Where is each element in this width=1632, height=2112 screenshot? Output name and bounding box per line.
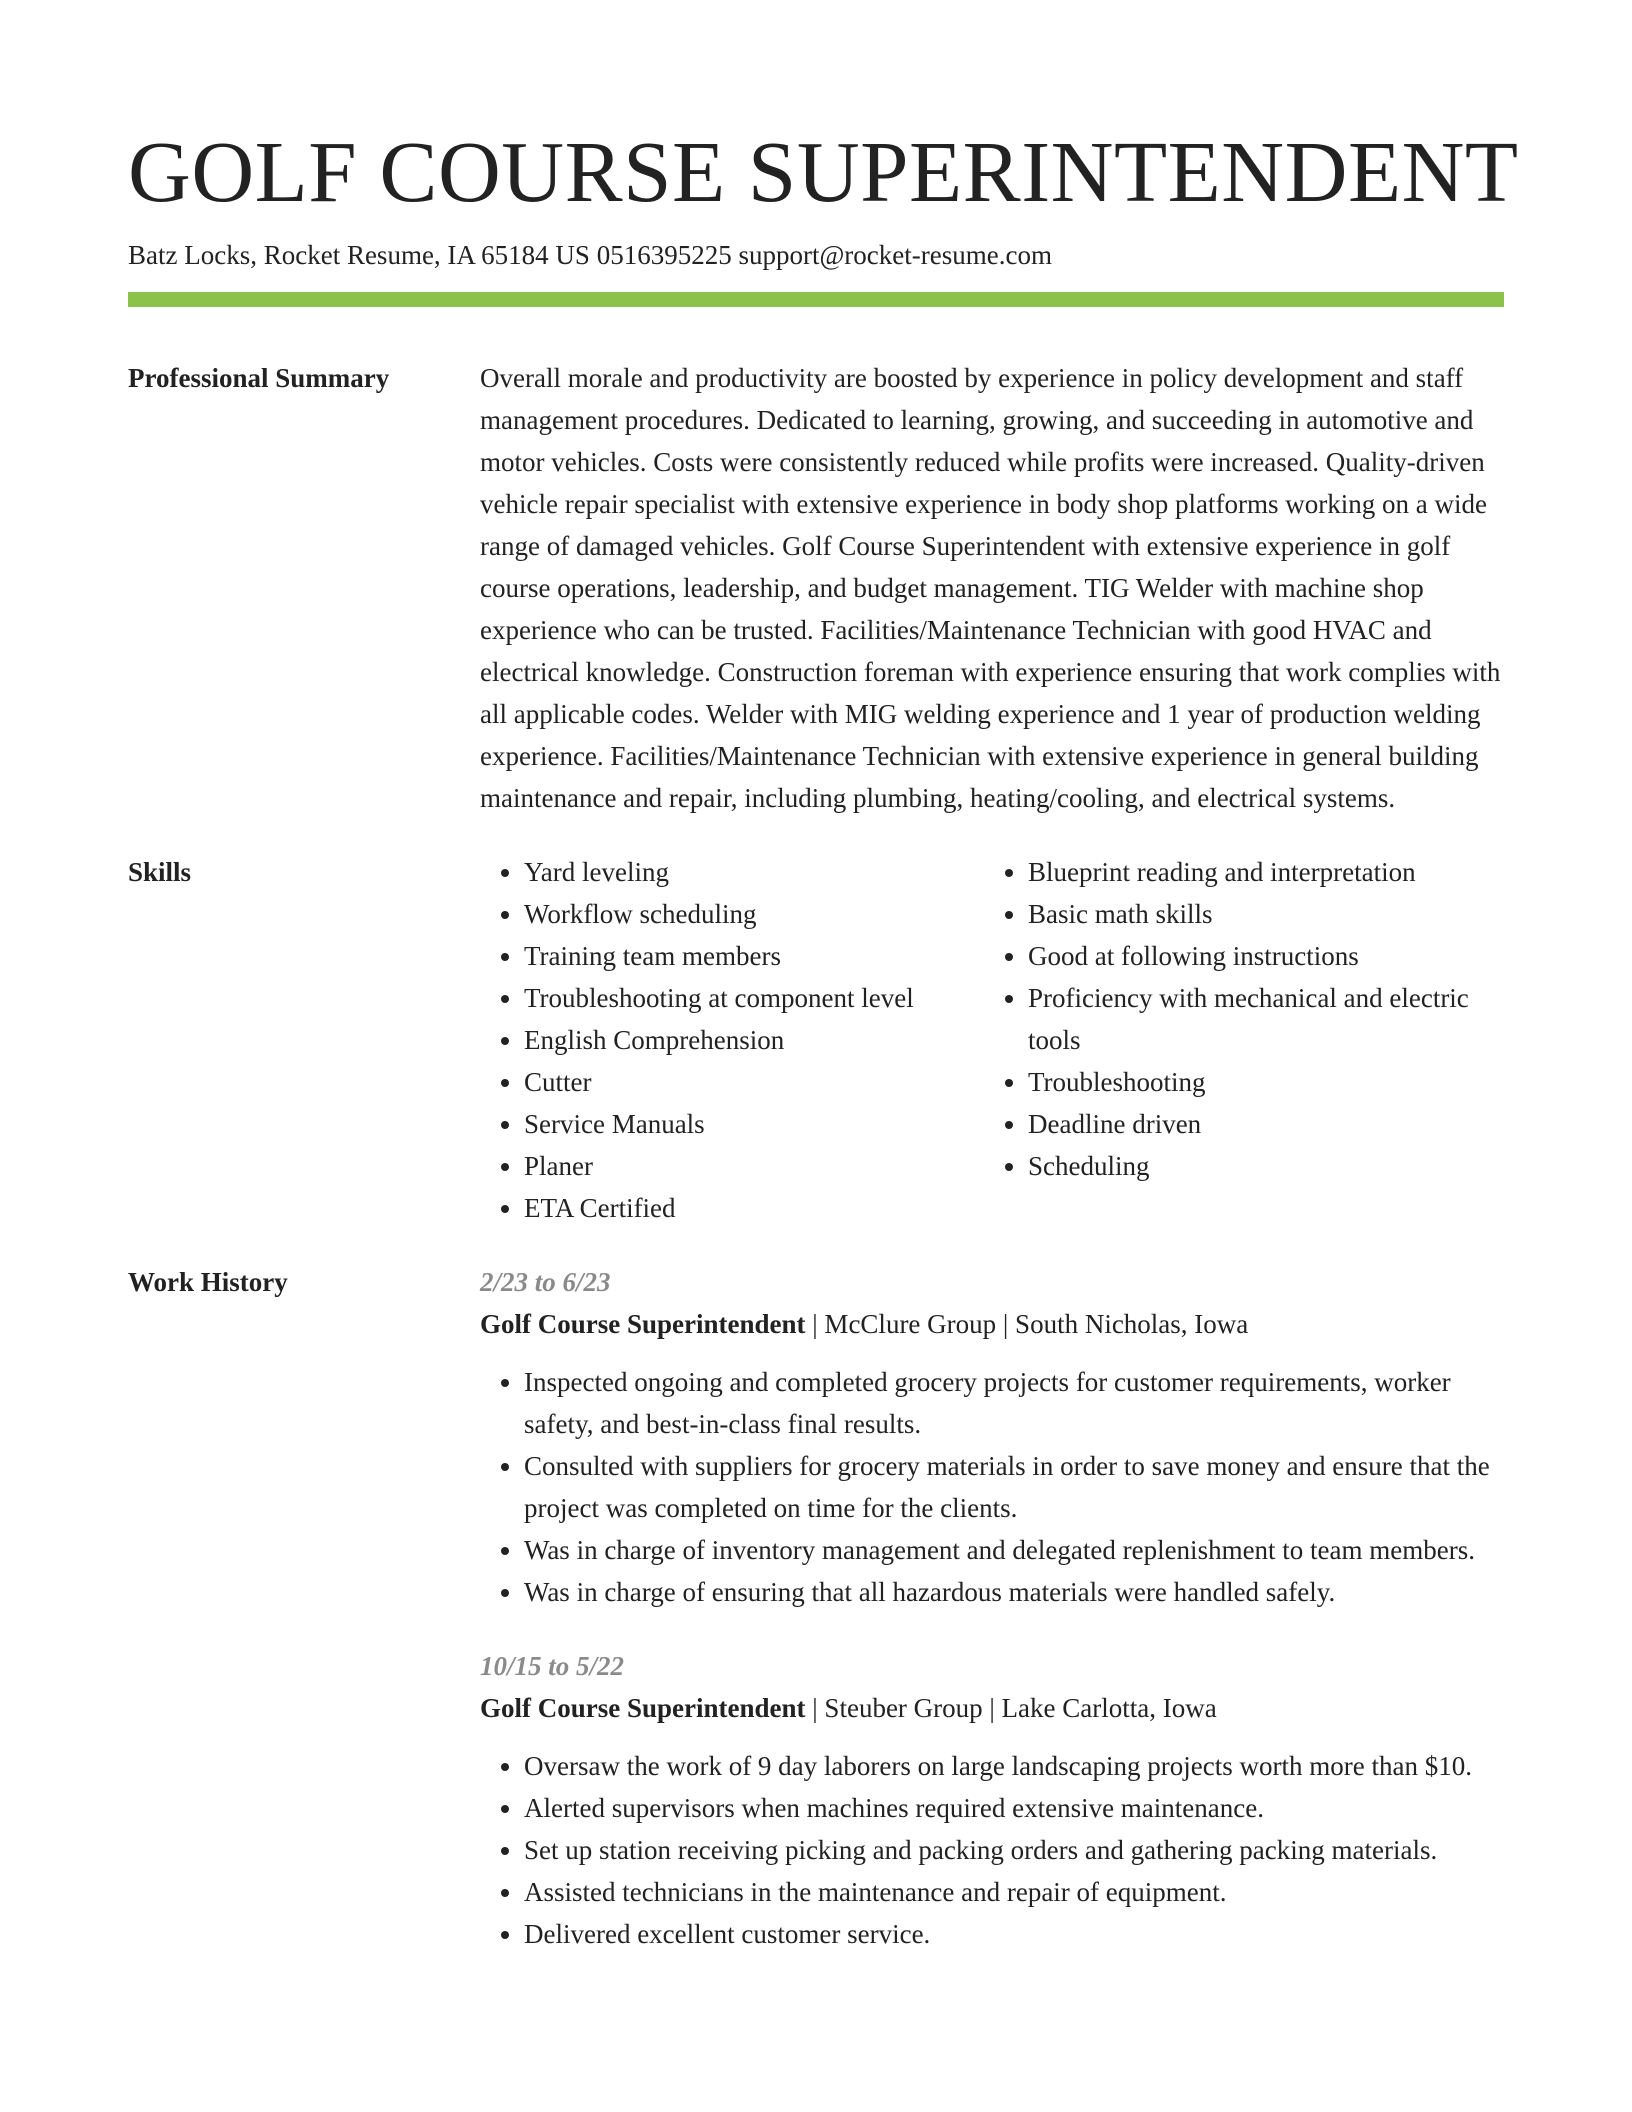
skill-item: • Training team members [524,935,984,977]
skill-item: • Deadline driven [1028,1103,1488,1145]
skill-item: • Service Manuals [524,1103,984,1145]
skill-item: • Planer [524,1145,984,1187]
page-title: GOLF COURSE SUPERINTENDENT [128,123,1519,220]
work-history-heading: Work History [128,1267,288,1297]
skill-item: • Workflow scheduling [524,893,984,935]
skills-columns [480,851,1504,1229]
job-bullet: • Consulted with suppliers for grocery materials in order to save money and ensure that the project was completed on time for the clients. [524,1445,1504,1529]
job-bullet: • Assisted technicians in the maintenance and repair of equipment. [524,1871,1504,1913]
job-bullet: • Inspected ongoing and completed grocery projects for customer requirements, worker safety, and best-in-class final results. [524,1361,1504,1445]
job-bullet: • Alerted supervisors when machines required extensive maintenance. [524,1787,1504,1829]
skill-item: • Troubleshooting [1028,1061,1488,1103]
job-heading [480,1687,1504,1729]
skill-item: • Yard leveling [524,851,984,893]
job-employer-location: | Steuber Group | Lake Carlotta, Iowa [805,1693,1217,1723]
skills-section [128,851,1504,1229]
job-bullet: • Oversaw the work of 9 day laborers on large landscaping projects worth more than $10. [524,1745,1504,1787]
job-entry [480,1645,1504,1955]
skill-item: • English Comprehension [524,1019,984,1061]
job-entry [480,1261,1504,1613]
skill-item: • Cutter [524,1061,984,1103]
job-title: Golf Course Superintendent [480,1693,806,1723]
skills-column-1 [480,851,984,1229]
job-bullet: • Delivered excellent customer service. [524,1913,1504,1955]
skill-item: • ETA Certified [524,1187,984,1229]
resume-page [128,0,1519,1955]
accent-divider [128,292,1504,307]
skill-item: • Scheduling [1028,1145,1488,1187]
job-bullet: • Was in charge of ensuring that all hazardous materials were handled safely. [524,1571,1504,1613]
skill-item: • Blueprint reading and interpretation [1028,851,1488,893]
summary-section [128,357,1504,819]
skill-item: • Good at following instructions [1028,935,1488,977]
work-history-section [128,1261,1504,1955]
job-employer-location: | McClure Group | South Nicholas, Iowa [805,1309,1249,1339]
job-bullets [480,1361,1504,1613]
skills-heading: Skills [128,857,192,887]
job-bullets [480,1745,1504,1955]
job-title: Golf Course Superintendent [480,1309,806,1339]
job-dates: 10/15 to 5/22 [480,1651,625,1681]
job-bullet: • Was in charge of inventory management and delegated replenishment to team members. [524,1529,1504,1571]
skill-item: • Troubleshooting at component level [524,977,984,1019]
skill-item: • Proficiency with mechanical and electric tools [1028,977,1488,1061]
job-dates: 2/23 to 6/23 [480,1267,611,1297]
job-heading [480,1303,1504,1345]
skills-column-2 [984,851,1488,1229]
job-bullet: • Set up station receiving picking and packing orders and gathering packing materials. [524,1829,1504,1871]
skill-item: • Basic math skills [1028,893,1488,935]
contact-info: Batz Locks, Rocket Resume, IA 65184 US 0516395225 support@rocket-resume.com [128,240,1052,270]
summary-text: Overall morale and productivity are boosted by experience in policy development and staff management procedures. Dedicated to learning, growing, and succeeding in automotive and motor vehicles. Costs were consistently reduced while profits were increased. Quality-driven vehicle repair specialist with extensive experience in body shop platforms working on a wide range of damaged vehicles. Golf Course Superintendent with extensive experience in golf course operations, leadership, and budget management. TIG Welder with machine shop experience who can be trusted. Facilities/Maintenance Technician with good HVAC and electrical knowledge. Construction foreman with experience ensuring that work complies with all applicable codes. Welder with MIG welding experience and 1 year of production welding experience. Facilities/Maintenance Technician with extensive experience in general building maintenance and repair, including plumbing, heating/cooling, and electrical systems. [480,363,1501,813]
summary-heading: Professional Summary [128,363,390,393]
